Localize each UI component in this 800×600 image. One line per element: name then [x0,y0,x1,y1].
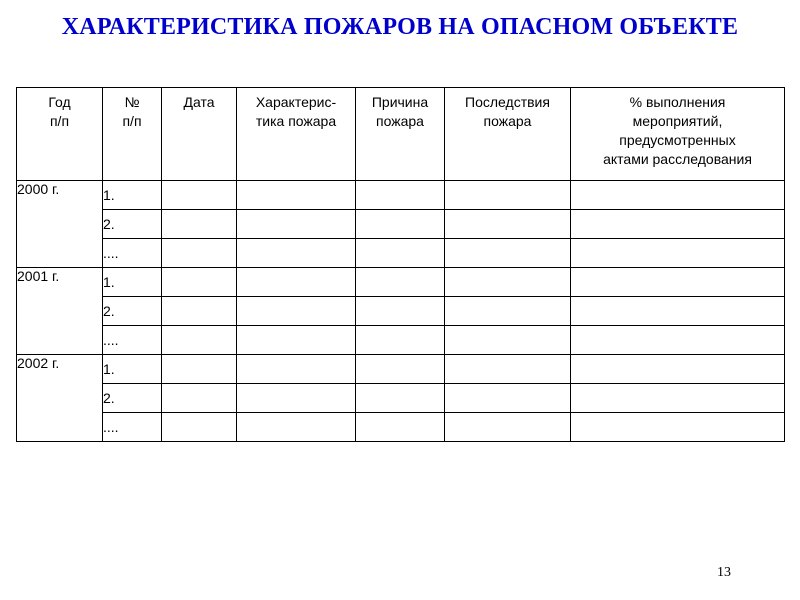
characteristic-cell [237,181,356,210]
fire-characteristics-table [16,87,785,442]
measures-cell [571,326,785,355]
measures-cell [571,355,785,384]
table-row [17,268,785,297]
number-cell: 1. [103,268,162,297]
date-cell [162,355,237,384]
table-row [17,181,785,210]
consequences-cell [445,239,571,268]
measures-cell [571,413,785,442]
consequences-cell [445,355,571,384]
date-cell [162,384,237,413]
number-cell: 1. [103,181,162,210]
measures-cell [571,297,785,326]
header-fire-characteristic: Характерис- тика пожара [237,88,356,181]
consequences-cell [445,297,571,326]
number-cell: .... [103,326,162,355]
date-cell [162,326,237,355]
measures-cell [571,181,785,210]
number-cell: .... [103,413,162,442]
page-title: ХАРАКТЕРИСТИКА ПОЖАРОВ НА ОПАСНОМ ОБЪЕКТЕ [61,14,739,40]
date-cell [162,413,237,442]
year-cell: 2000 г. [17,181,103,268]
date-cell [162,210,237,239]
measures-cell [571,210,785,239]
date-cell [162,181,237,210]
cause-cell [356,210,445,239]
page-number: 13 [717,565,731,580]
cause-cell [356,268,445,297]
measures-cell [571,239,785,268]
year-cell: 2002 г. [17,355,103,442]
header-fire-cause: Причина пожара [356,88,445,181]
date-cell [162,268,237,297]
characteristic-cell [237,239,356,268]
table-row [17,326,785,355]
date-cell [162,239,237,268]
table-row [17,413,785,442]
cause-cell [356,239,445,268]
table-row [17,384,785,413]
consequences-cell [445,181,571,210]
characteristic-cell [237,210,356,239]
number-cell: 2. [103,297,162,326]
date-cell [162,297,237,326]
cause-cell [356,355,445,384]
header-fire-consequences: Последствия пожара [445,88,571,181]
characteristic-cell [237,326,356,355]
measures-cell [571,384,785,413]
header-number: № п/п [103,88,162,181]
table-row [17,210,785,239]
number-cell: 1. [103,355,162,384]
header-year: Год п/п [17,88,103,181]
cause-cell [356,384,445,413]
number-cell: .... [103,239,162,268]
characteristic-cell [237,355,356,384]
table-row [17,297,785,326]
number-cell: 2. [103,210,162,239]
header-date: Дата [162,88,237,181]
cause-cell [356,413,445,442]
cause-cell [356,181,445,210]
consequences-cell [445,210,571,239]
consequences-cell [445,268,571,297]
header-measures-percent: % выполнения мероприятий, предусмотренных актами расследования [571,88,785,181]
table-row [17,239,785,268]
cause-cell [356,297,445,326]
consequences-cell [445,413,571,442]
characteristic-cell [237,384,356,413]
characteristic-cell [237,297,356,326]
table-row [17,355,785,384]
number-cell: 2. [103,384,162,413]
measures-cell [571,268,785,297]
cause-cell [356,326,445,355]
consequences-cell [445,326,571,355]
consequences-cell [445,384,571,413]
characteristic-cell [237,268,356,297]
table-header-row [17,88,785,181]
year-cell: 2001 г. [17,268,103,355]
characteristic-cell [237,413,356,442]
